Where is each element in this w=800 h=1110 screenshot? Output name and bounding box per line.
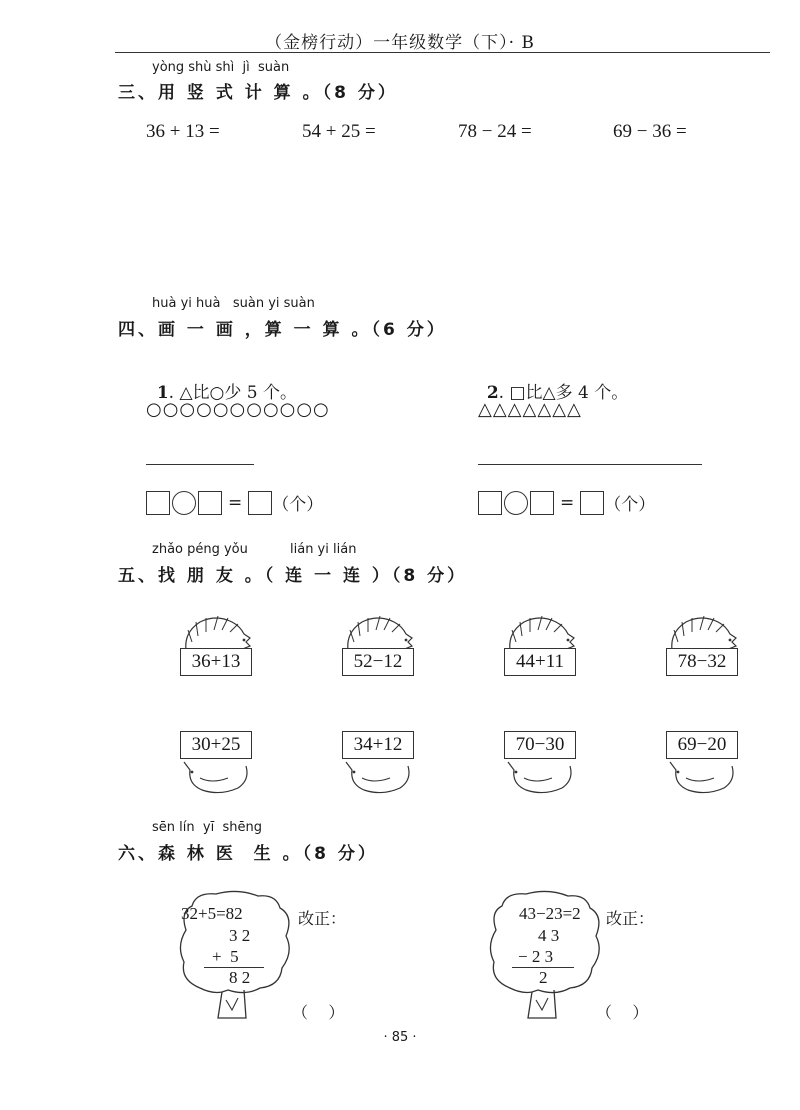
section4-title: 四、画 一 画 ，算 一 算 。（6 分） [118,320,447,340]
header-rule [115,52,770,53]
page-header-title: （金榜行动）一年级数学（下）· B [265,33,535,53]
tree2-answer-paren[interactable]: （ ） [596,1003,649,1022]
problem-4: 69 − 36 = [613,121,687,142]
section5-pinyin-left: zhǎo péng yǒu [152,542,248,557]
section5-pinyin-right: lián yi lián [290,542,357,557]
circles-row: ○○○○○○○○○○○ [146,399,330,420]
tree1-result: 8 2 [229,968,251,987]
result-box[interactable] [580,491,604,515]
unit-label: （个） [604,495,656,515]
page-number: · 85 · [383,1030,417,1045]
hedgehog-icon [504,758,578,798]
answer-box[interactable] [530,491,554,515]
section5-title: 五、找 朋 友 。（ 连 一 连 ）（8 分） [118,566,468,586]
triangles-row: △△△△△△△ [478,399,582,420]
equals-sign: = [228,492,243,513]
tree1-top: 3 2 [229,926,251,945]
match-card-bottom-2[interactable]: 34+12 [342,731,414,759]
drawing-line-2[interactable] [478,464,702,465]
answer-box[interactable] [146,491,170,515]
section4-pinyin: huà yi huà suàn yi suàn [152,296,315,311]
hedgehog-icon [342,612,416,652]
section3-pinyin: yòng shù shì jì suàn [152,60,290,75]
tree1-equation: 32+5=82 [181,904,243,923]
tree2-top: 4 3 [538,926,560,945]
section6-pinyin: sēn lín yī shēng [152,820,262,835]
tree2-equation: 43−23=2 [519,904,581,923]
question-2 [476,358,628,403]
equation-fill-2 [478,490,655,515]
tree1-answer-paren[interactable]: （ ） [292,1003,345,1022]
hedgehog-icon [504,612,578,652]
problem-1: 36 + 13 = [146,121,220,142]
drawing-line-1[interactable] [146,464,254,465]
problem-2: 54 + 25 = [302,121,376,142]
section6-title: 六、森 林 医 生 。（8 分） [118,844,378,864]
hedgehog-icon [180,612,254,652]
match-card-top-1[interactable]: 36+13 [180,648,252,676]
answer-box[interactable] [478,491,502,515]
equals-sign: = [560,492,575,513]
question-1 [146,358,297,403]
hedgehog-icon [666,612,740,652]
question-1-number: 1 [156,383,169,403]
equation-fill-1 [146,490,323,515]
match-card-bottom-1[interactable]: 30+25 [180,731,252,759]
operator-circle[interactable] [504,491,528,515]
match-card-top-4[interactable]: 78−32 [666,648,738,676]
hedgehog-icon [666,758,740,798]
answer-box[interactable] [198,491,222,515]
tree1-operator: + 5 [212,947,239,966]
question-2-number: 2 [486,383,499,403]
tree2-operator: − 2 3 [518,947,554,966]
result-box[interactable] [248,491,272,515]
match-card-top-2[interactable]: 52−12 [342,648,414,676]
tree2-result: 2 [539,968,548,987]
match-card-bottom-4[interactable]: 69−20 [666,731,738,759]
operator-circle[interactable] [172,491,196,515]
tree2-fix-label: 改正： [606,909,655,928]
problem-3: 78 − 24 = [458,121,532,142]
unit-label: （个） [272,495,324,515]
hedgehog-icon [342,758,416,798]
match-card-bottom-3[interactable]: 70−30 [504,731,576,759]
question-1-text: . △比○少 5 个。 [168,383,297,403]
question-2-text: . □比△多 4 个。 [498,383,629,403]
match-card-top-3[interactable]: 44+11 [504,648,576,676]
tree1-fix-label: 改正： [298,909,347,928]
section3-title: 三、用 竖 式 计 算 。（8 分） [118,83,398,103]
hedgehog-icon [180,758,254,798]
